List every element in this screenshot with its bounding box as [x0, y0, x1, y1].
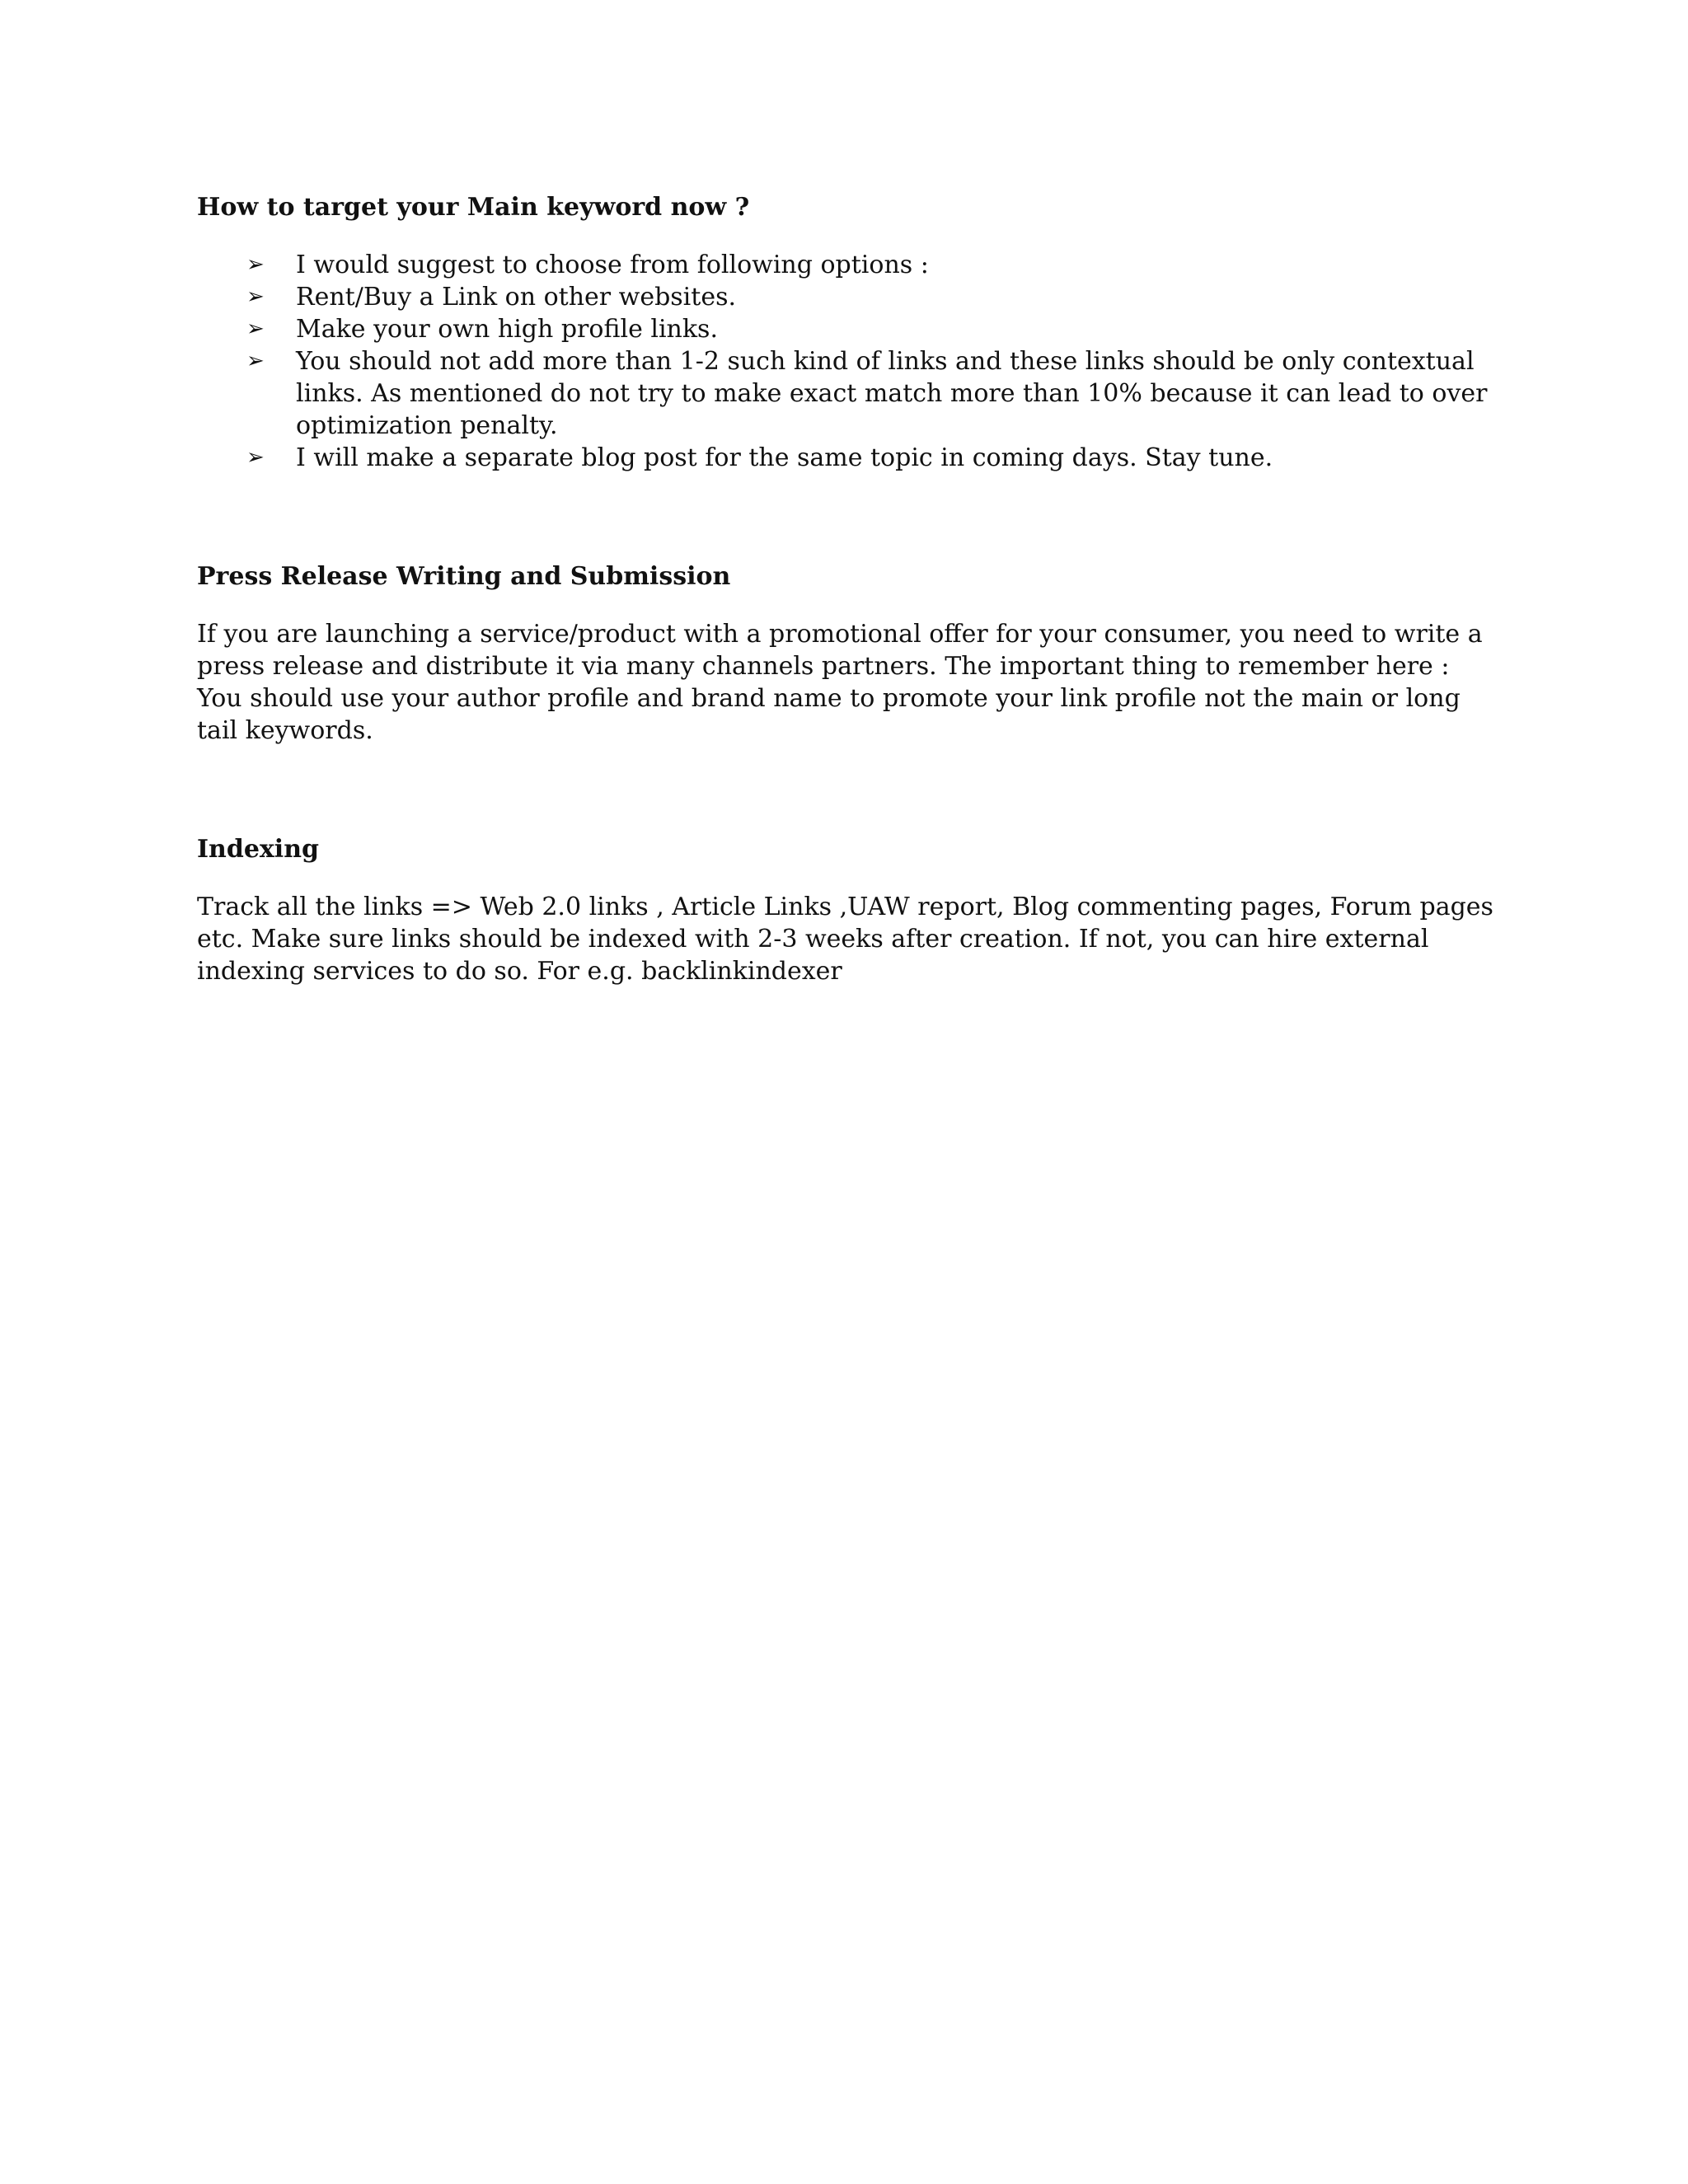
section-indexing	[197, 833, 1499, 987]
section-paragraph: Track all the links => Web 2.0 links , Article Links ,UAW report, Blog commenting pages, Forum pages etc. Make sure links should be indexed with 2-3 weeks after creation. If not, you can hire external indexing services to do so. For e.g. backlinkindexer	[197, 893, 1493, 986]
list-item	[197, 345, 1499, 442]
section-heading: Indexing	[197, 835, 319, 864]
section-press-release	[197, 560, 1499, 747]
arrowhead-bullet-icon: ➢	[246, 252, 265, 277]
section-heading: How to target your Main keyword now ?	[197, 193, 750, 222]
list-item-text: I will make a separate blog post for the same topic in coming days. Stay tune.	[296, 443, 1273, 472]
list-item-text: You should not add more than 1-2 such kind of links and these links should be only contextual links. As mentioned do not try to make exact match more than 10% because it can lead to over optimization penalty.	[296, 347, 1488, 440]
section-target-main-keyword	[197, 191, 1499, 474]
list-item	[197, 249, 1499, 281]
list-item-text: I would suggest to choose from following options :	[296, 251, 929, 279]
arrowhead-bullet-icon: ➢	[246, 284, 265, 309]
arrowhead-bullet-icon: ➢	[246, 349, 265, 373]
list-item-text: Make your own high profile links.	[296, 315, 718, 344]
list-item	[197, 442, 1499, 474]
list-item	[197, 281, 1499, 313]
section-heading: Press Release Writing and Submission	[197, 562, 731, 591]
arrowhead-bullet-icon: ➢	[246, 316, 265, 341]
list-item	[197, 313, 1499, 345]
section-paragraph: If you are launching a service/product with a promotional offer for your consumer, you need to write a press release and distribute it via many channels partners. The important thing to remember here : You should use your author profile and brand name to promote your link profile not the main or long tail keywords.	[197, 620, 1483, 745]
bullet-list	[197, 249, 1499, 474]
document-page	[197, 191, 1499, 987]
list-item-text: Rent/Buy a Link on other websites.	[296, 283, 737, 312]
arrowhead-bullet-icon: ➢	[246, 445, 265, 470]
